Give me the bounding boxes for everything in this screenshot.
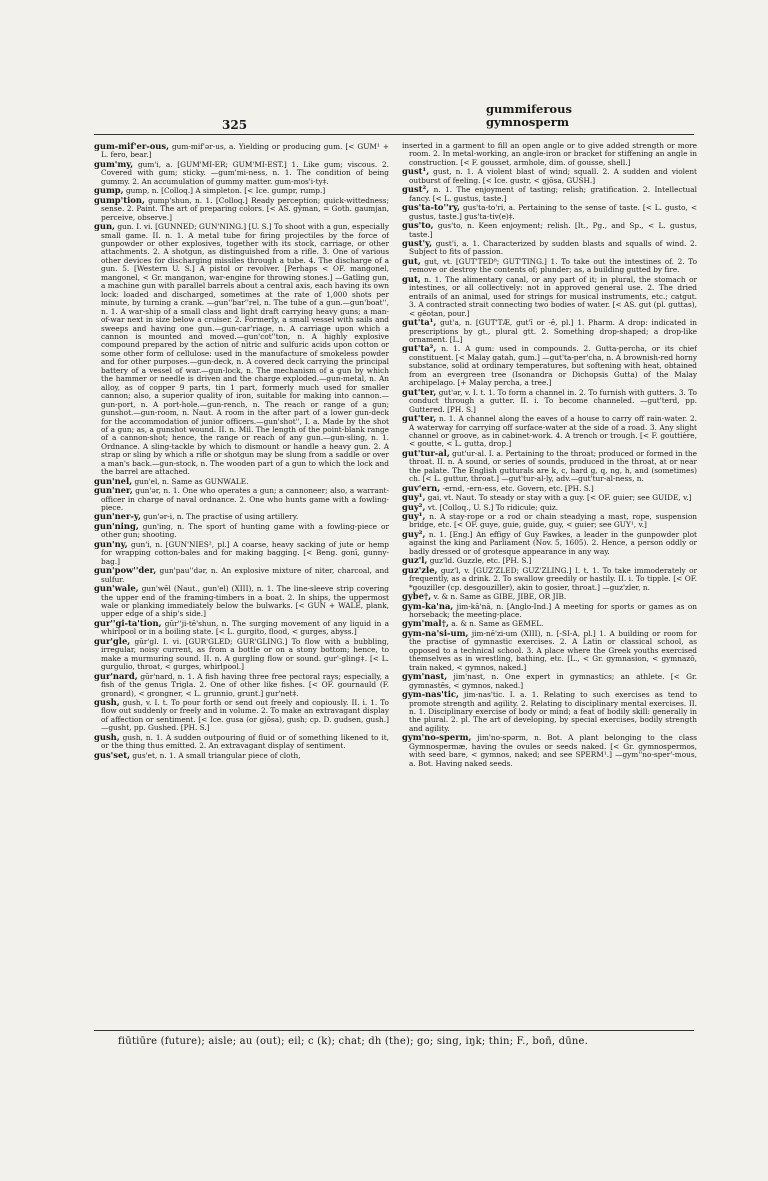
entry-headword: gump, xyxy=(94,185,124,196)
entry-definition: gus'ta-to'ri, a. Pertaining to the sense of taste. [< L. gusto, < gustus, taste.] gus'ta-tiv(e)‡. xyxy=(409,203,697,221)
entry-definition: gūr'gl. I. vi. [GUR'GLED; GUR'GLING.] To flow with a bubbling, irregular, noisy current, as from a bottle or on a stony bottom; hence, to make a murmuring sound. II. n. A gurgling flow or sound. gur'-gling‡. [< L. gurgulio, throat, < gurges, whirlpool.] xyxy=(101,636,389,672)
entry-definition: jim-nē'zi-um (XIII), n. [-SI-A, pl.] 1. A building or room for the practise of gymnastic exercises. 2. A Latin or classical school, as opposed to a technical school. 3. A place where the Greek youths exercised themselves as in wrestling, bathing, etc. [L., < Gr. gymnasion, < gymnazō, train naked, < gymnos, naked.] xyxy=(409,628,697,672)
entry-headword: gus'to, xyxy=(402,220,434,231)
entry-definition: gut'ur-al. I. a. Pertaining to the throat; produced or formed in the throat. II. n. A sound, or series of sounds, produced in the throat, at or near the palate. The English gutturals are k, c, hard g, q, ng, h, and (sometimes) ch. [< L. guttur, throat.] —gut'tur-al-ly, adv.—gut'tur-al-ness, n. xyxy=(409,448,697,484)
entry-headword: guv'ern, xyxy=(402,482,441,493)
entry-definition: gut'ər, v. I. t. 1. To form a channel in. 2. To furnish with gutters. 3. To conduct through a gutter. II. i. To become channeled. —gut'terd, pp. Guttered. [PH. S.] xyxy=(409,387,697,414)
entry-definition: gun'el, n. Same as GUNWALE. xyxy=(134,476,249,486)
entry-headword: gym'nast, xyxy=(402,671,448,682)
entry-headword: gybe†, xyxy=(402,591,432,602)
entry-headword: gush, xyxy=(94,731,120,742)
dictionary-entry xyxy=(402,167,697,185)
dictionary-entry xyxy=(402,629,697,672)
dictionary-entry xyxy=(402,275,697,318)
page-number: 325 xyxy=(222,118,248,132)
entry-definition: gun'i, n. [GUN'NIES², pl.] A coarse, heavy sacking of jute or hemp for wrapping cotton-bales and for making bagging. [< Beng. gonī, gunny-bag.] xyxy=(101,539,389,566)
entry-headword: gump'tion, xyxy=(94,194,145,205)
dictionary-entry xyxy=(94,584,389,619)
entry-definition: jim'nast, n. One expert in gymnastics; an athlete. [< Gr. gymnastēs, < gymnos, naked.] xyxy=(409,672,697,690)
dictionary-entry xyxy=(402,503,697,512)
entry-headword: gum-mif'er-ous, xyxy=(94,142,170,151)
dictionary-entry xyxy=(94,619,389,637)
entry-definition: n. 1. A gum: used in compounds. 2. Gutta-percha, or its chief constituent. [< Malay gatah, gum.] —gut'ta-per'cha, n. A brownish-red horny substance, solid at ordinary temperatures, but softening with heat, obtained from an evergreen tree (Isonandra or Dichopsis Gutta) of the Malay archipelago. [+ Malay percha, a tree.] xyxy=(409,344,697,388)
dictionary-entry xyxy=(402,142,697,167)
guide-words xyxy=(486,103,686,129)
entry-definition: gūr'nard, n. 1. A fish having three free pectoral rays; especially, a fish of the genus Trigla. 2. One of other like fishes. [< OF. gournauld (F. gronard), < grongner, < L. grunnio, grunt.] gur'net‡. xyxy=(101,671,389,698)
header-rule xyxy=(94,134,694,135)
entry-headword: gym'no-sperm, xyxy=(402,732,472,743)
entry-headword: guy², xyxy=(402,528,426,539)
entry-definition: gump, n. [Colloq.] A simpleton. [< Ice. gumpr, rump.] xyxy=(125,186,326,196)
dictionary-entry xyxy=(94,222,389,477)
dictionary-entry xyxy=(402,185,697,203)
entry-headword: gur'nard, xyxy=(94,670,138,681)
guide-word-last: gymnosperm xyxy=(486,115,569,129)
entry-headword: gun'ning, xyxy=(94,520,139,531)
entry-headword: gust'y, xyxy=(402,237,433,248)
entry-definition: gun. I. vi. [GUNNED; GUN'NING.] [U. S.] To shoot with a gun, especially small game. II. n. 1. A metal tube for firing projectiles by the force of gunpowder or other explosives, together with its stock, carriage, or other attachments. 2. A shotgun, as distinguished from a rifle. 3. One of various other devices for discharging missiles through a tube. 4. The discharge of a gun. 5. [Western U. S.] A pistol or revolver. [Perhaps < OF. mangonel, mangonel, < Gr. manganon, war-engine for throwing stones.] —Gatling gun, a machine gun with parallel barrels about a central axis, each having its own lock: loaded and discharged, sometimes at the rate of 1,000 shots per minute, by turning a crank. —gun''bar''rel, n. The tube of a gun.—gun'boat'', n. 1. A war-ship of a small class and light draft carrying heavy guns; a man-of-war next in size below a cruiser. 2. Formerly, a small vessel with sails and sweeps and having one gun.—gun-car'riage, n. A carriage upon which a cannon is mounted and moved.—gun'cot''ton, n. A highly explosive compound prepared by the action of nitric and sulfuric acids upon cotton or some other form of cellulose: used in the manufacture of smokeless powder and for other purposes.—gun-deck, n. A covered deck carrying the principal battery of a vessel of war.—gun-lock, n. The mechanism of a gun by which the hammer or needle is driven and the charge exploded.—gun-metal, n. An alloy, as of copper 9 parts, tin 1 part, formerly much used for smaller cannon; also, a superior quality of iron, suitable for making into cannon.—gun-port, n. A port-hole.—gun-rench, n. The reach or range of a gun; gunshot.—gun-room, n. Naut. A room in the after part of a lower gun-deck for the accommodation of junior officers.—gun'shot'', I. a. Made by the shot of a gun; as, a gunshot wound. II. n. Mil. The length of the point-blank range of a cannon-shot; hence, the range or reach of any gun.—gun-sling, n. 1. Ordnance. A sling-tackle by which to dismount or handle a heavy gun. 2. A strap or sling by which a rifle or shotgun may be slung from a saddle or over a man's back.—gun-stock, n. The wooden part of a gun to which the lock and the barrel are attached. xyxy=(101,222,389,477)
dictionary-entry xyxy=(94,637,389,672)
entry-definition: guz'ld. Guzzle, etc. [PH. S.] xyxy=(429,556,532,566)
entry-headword: gut'ta¹, xyxy=(402,317,437,328)
pronunciation-key: fiūtiūre (future); aisle; au (out); eil; c (k); chat; dh (the); go; sing, iŋk; thin; F., boñ, dūne. xyxy=(118,1036,588,1047)
entry-headword: gut'ter, xyxy=(402,386,437,397)
entry-definition: gun'pau''dər, n. An explosive mixture of niter, charcoal, and sulfur. xyxy=(101,566,389,584)
entry-headword: gun'ny, xyxy=(94,538,128,549)
entry-definition: n. 1. The enjoyment of tasting; relish; gratification. 2. Intellectual fancy. [< L. gustus, taste.] xyxy=(409,185,697,203)
entry-definition: -ernd, -ern-ess, etc. Govern, etc. [PH. S.] xyxy=(442,483,594,493)
entry-definition: n. A stay-rope or a rod or chain steadying a mast, rope, suspension bridge, etc. [< OF. guye, guie, guide, guy, < guier; see GUY¹, v.] xyxy=(409,512,697,530)
dictionary-entry xyxy=(402,690,697,733)
dictionary-entry xyxy=(94,142,389,160)
dictionary-entry xyxy=(402,733,697,768)
dictionary-entry xyxy=(94,698,389,733)
entry-definition: gun'wēl (Naut., gun'el) (XIII), n. 1. The line-sleeve strip covering the upper end of the framing-timbers in a boat. 2. In ships, the uppermost wale or planking immediately below the bulwarks. [< GUN + WALE, plank, upper edge of a ship's side.] xyxy=(101,584,389,619)
entry-headword: gur'gle, xyxy=(94,635,131,646)
entry-headword: gut'tur-al, xyxy=(402,447,450,458)
entry-definition: n. 1. [Eng.] An effigy of Guy Fawkes, a leader in the gunpowder plot against the king and Parliament (Nov. 5, 1605). 2. Hence, a person oddly or badly dressed or of grotesque appearance in any way. xyxy=(409,529,697,556)
entry-headword: gun'nel, xyxy=(94,475,133,486)
dictionary-entry xyxy=(402,556,697,565)
entry-headword: gun, xyxy=(94,221,115,232)
entry-headword: gun'pow''der, xyxy=(94,565,157,576)
entry-headword: gust¹, xyxy=(402,166,430,177)
entry-definition: guz'l, v. [GUZ'ZLED; GUZ'ZLING.] I. t. 1. To take immoderately or frequently, as a drink. 2. To swallow greedily or hastily. II. i. To tipple. [< OF. *gouziller (cp. desgouziller), akin to gosier, throat.] —guz'zler, n. xyxy=(409,565,697,592)
entry-definition: gus'to, n. Keen enjoyment; relish. [It., Pg., and Sp., < L. gustus, taste.] xyxy=(409,221,697,239)
entry-definition: gut, vt. [GUT'TED⁸; GUT'TING.] 1. To take out the intestines of. 2. To remove or destroy the contents of; plunder; as, a building gutted by fire. xyxy=(409,256,697,275)
entry-headword: gus'ta-to''ry, xyxy=(402,202,460,213)
dictionary-entry xyxy=(94,160,389,186)
entry-definition: gun'ing, n. The sport of hunting game with a fowling-piece or other gun; shooting. xyxy=(101,521,389,540)
entry-headword: gum'my, xyxy=(94,158,134,169)
right-column xyxy=(402,142,697,1027)
entry-headword: gust², xyxy=(402,184,430,195)
dictionary-entry xyxy=(94,522,389,540)
dictionary-entry xyxy=(402,318,697,344)
entry-definition: inserted in a garment to fill an open angle or to give added strength or more room. 2. In metal-working, an angle-iron or bracket for stiffening an angle in construction. [< F. gousset, armhole, dim. of gousse, shell.] xyxy=(402,142,697,167)
dictionary-entry xyxy=(94,733,389,751)
entry-headword: gut'ta², xyxy=(402,343,437,354)
dictionary-entry xyxy=(402,344,697,387)
entry-definition: gūr''ji-tē'shun, n. The surging movement of any liquid in a whirlpool or in a boiling state. [< L. gurgito, flood, < gurges, abyss.] xyxy=(101,618,389,637)
entry-definition: gun'ər, n. 1. One who operates a gun; a cannoneer; also, a warrant-officer in charge of naval ordnance. 2. One who hunts game with a fowling-piece. xyxy=(101,486,389,513)
entry-definition: gush, n. 1. A sudden outpouring of fluid or of something likened to it, or the thing thus emitted. 2. An extravagant display of sentiment. xyxy=(101,732,389,751)
entry-definition: a. & n. Same as GEMEL. xyxy=(451,619,544,629)
dictionary-entry xyxy=(402,239,697,257)
entry-headword: gun'ner-y, xyxy=(94,511,141,522)
entry-definition: gust, n. 1. A violent blast of wind; squall. 2. A sudden and violent outburst of feeling. [< Ice. gustr, < gjōsa, GUSH.] xyxy=(409,167,697,185)
entry-definition: jim-nas'tic. I. a. 1. Relating to such exercises as tend to promote strength and agility. 2. Relating to disciplinary mental exercises. II. n. 1. Disciplinary exercise of body or mind; a feat of bodily skill: generally in the plural. 2. pl. The art of developing, by special exercises, bodily strength and agility. xyxy=(409,690,697,733)
entry-headword: guy¹, xyxy=(402,492,426,503)
dictionary-entry xyxy=(402,672,697,690)
entry-definition: jim-kā'nā, n. [Anglo-Ind.] A meeting for sports or games as on horseback; the meeting-place. xyxy=(409,601,697,620)
entry-definition: gush, v. I. t. To pour forth or send out freely and copiously. II. i. 1. To flow out suddenly or freely and in volume. 2. To make an extravagant display of affection or sentiment. [< Ice. gusa (or gjōsa), gush; cp. D. gudsen, gush.] —gusht, pp. Gushed. [PH. S.] xyxy=(101,698,389,733)
entry-definition: gust'i, a. 1. Characterized by sudden blasts and squalls of wind. 2. Subject to fits of passion. xyxy=(409,238,697,257)
entry-headword: gym-nas'tic, xyxy=(402,689,459,700)
entry-headword: gym-ka'na, xyxy=(402,600,454,611)
dictionary-entry xyxy=(94,477,389,486)
dictionary-entry xyxy=(94,540,389,566)
entry-headword: guz'l, xyxy=(402,555,428,566)
dictionary-entry xyxy=(402,484,697,493)
entry-headword: guz'zle, xyxy=(402,564,438,575)
footer-rule xyxy=(94,1030,694,1031)
dictionary-entry xyxy=(402,221,697,239)
dictionary-entry xyxy=(402,512,697,530)
dictionary-entry xyxy=(402,257,697,275)
entry-definition: jim'no-spərm, n. Bot. A plant belonging to the class Gymnospermæ, having the ovules or seeds naked. [< Gr. gymnospermos, with seed bare, < gymnos, naked; and see SPERM¹.] —gym''no-sper'-mous, a. Bot. Having naked seeds. xyxy=(409,733,697,768)
dictionary-entry xyxy=(402,388,697,414)
entry-headword: gym-na'si-um, xyxy=(402,627,469,638)
dictionary-entry xyxy=(94,566,389,584)
dictionary-entry xyxy=(94,486,389,512)
entry-definition: gus'et, n. 1. A small triangular piece of cloth, xyxy=(132,750,301,760)
dictionary-entry xyxy=(402,203,697,221)
dictionary-entry xyxy=(94,672,389,698)
entry-headword: gus'set, xyxy=(94,749,131,760)
entry-headword: gut, xyxy=(402,255,421,266)
entry-definition: gut'a, n. [GUT'TÆ, gut'ī or -ē, pl.] 1. Pharm. A drop: indicated in prescriptions by gt., plural gtt. 2. Something drop-shaped; a drop-like ornament. [L.] xyxy=(409,318,697,344)
entry-definition: n. 1. A channel along the eaves of a house to carry off rain-water. 2. A waterway for carrying off surface-water at the side of a road. 3. Any slight channel or groove, as in cabinet-work. 4. A trench or trough. [< F. gouttière, < goutte, < L. gutta, drop.] xyxy=(409,414,697,449)
entry-headword: gur''gi-ta'tion, xyxy=(94,617,162,628)
entry-headword: gym'mal†, xyxy=(402,618,449,629)
entry-headword: guy¹, xyxy=(402,511,426,522)
entry-definition: gum'i, a. [GUM'MI-ER; GUM'MI-EST.] 1. Like gum; viscous. 2. Covered with gum; sticky. —gum'mi-ness, n. 1. The condition of being gummy. 2. An accumulation of gummy matter. gum-mos'i-ty‡. xyxy=(101,159,389,186)
entry-definition: n. 1. The alimentary canal, or any part of it; in plural, the stomach or intestines, or all collectively: not in approved general use. 2. The dried entrails of an animal, used for strings for musical instruments, etc.; catgut. 3. A contracted strait connecting two bodies of water. [< AS. gut (pl. guttas), < gēotan, pour.] xyxy=(409,274,697,318)
entry-definition: gun'ər-i, n. The practise of using artillery. xyxy=(143,512,299,522)
left-column xyxy=(94,142,389,1027)
entry-headword: gun'ner, xyxy=(94,485,133,496)
dictionary-entry xyxy=(402,493,697,502)
dictionary-entry xyxy=(402,530,697,556)
dictionary-entry xyxy=(94,751,389,760)
entry-definition: vt. [Colloq., U. S.] To ridicule; quiz. xyxy=(427,502,559,512)
entry-headword: gun'wale, xyxy=(94,583,139,594)
entry-definition: gai, vt. Naut. To steady or stay with a guy. [< OF. guier; see GUIDE, v.] xyxy=(427,493,692,503)
guide-word-first: gummiferous xyxy=(486,102,572,116)
entry-definition: gump'shun, n. 1. [Colloq.] Ready perception; quick-wittedness; sense. 2. Paint. The art of preparing colors. [< AS. gȳman, = Goth. gaumjan, perceive, observe.] xyxy=(101,195,389,222)
entry-headword: gut, xyxy=(402,273,421,284)
entry-headword: gush, xyxy=(94,697,120,707)
entry-headword: guy², xyxy=(402,501,426,512)
entry-definition: gum-mif'ər-us, a. Yielding or producing gum. [< GUM¹ + L. fero, bear.] xyxy=(101,142,389,160)
entry-headword: gut'ter, xyxy=(402,413,437,424)
dictionary-entry xyxy=(402,414,697,449)
dictionary-entry xyxy=(94,196,389,222)
dictionary-entry xyxy=(402,602,697,620)
dictionary-entry xyxy=(402,449,697,484)
dictionary-entry xyxy=(402,566,697,592)
entry-definition: v. & n. Same as GIBE, JIBE, OR JIB. xyxy=(433,592,567,602)
